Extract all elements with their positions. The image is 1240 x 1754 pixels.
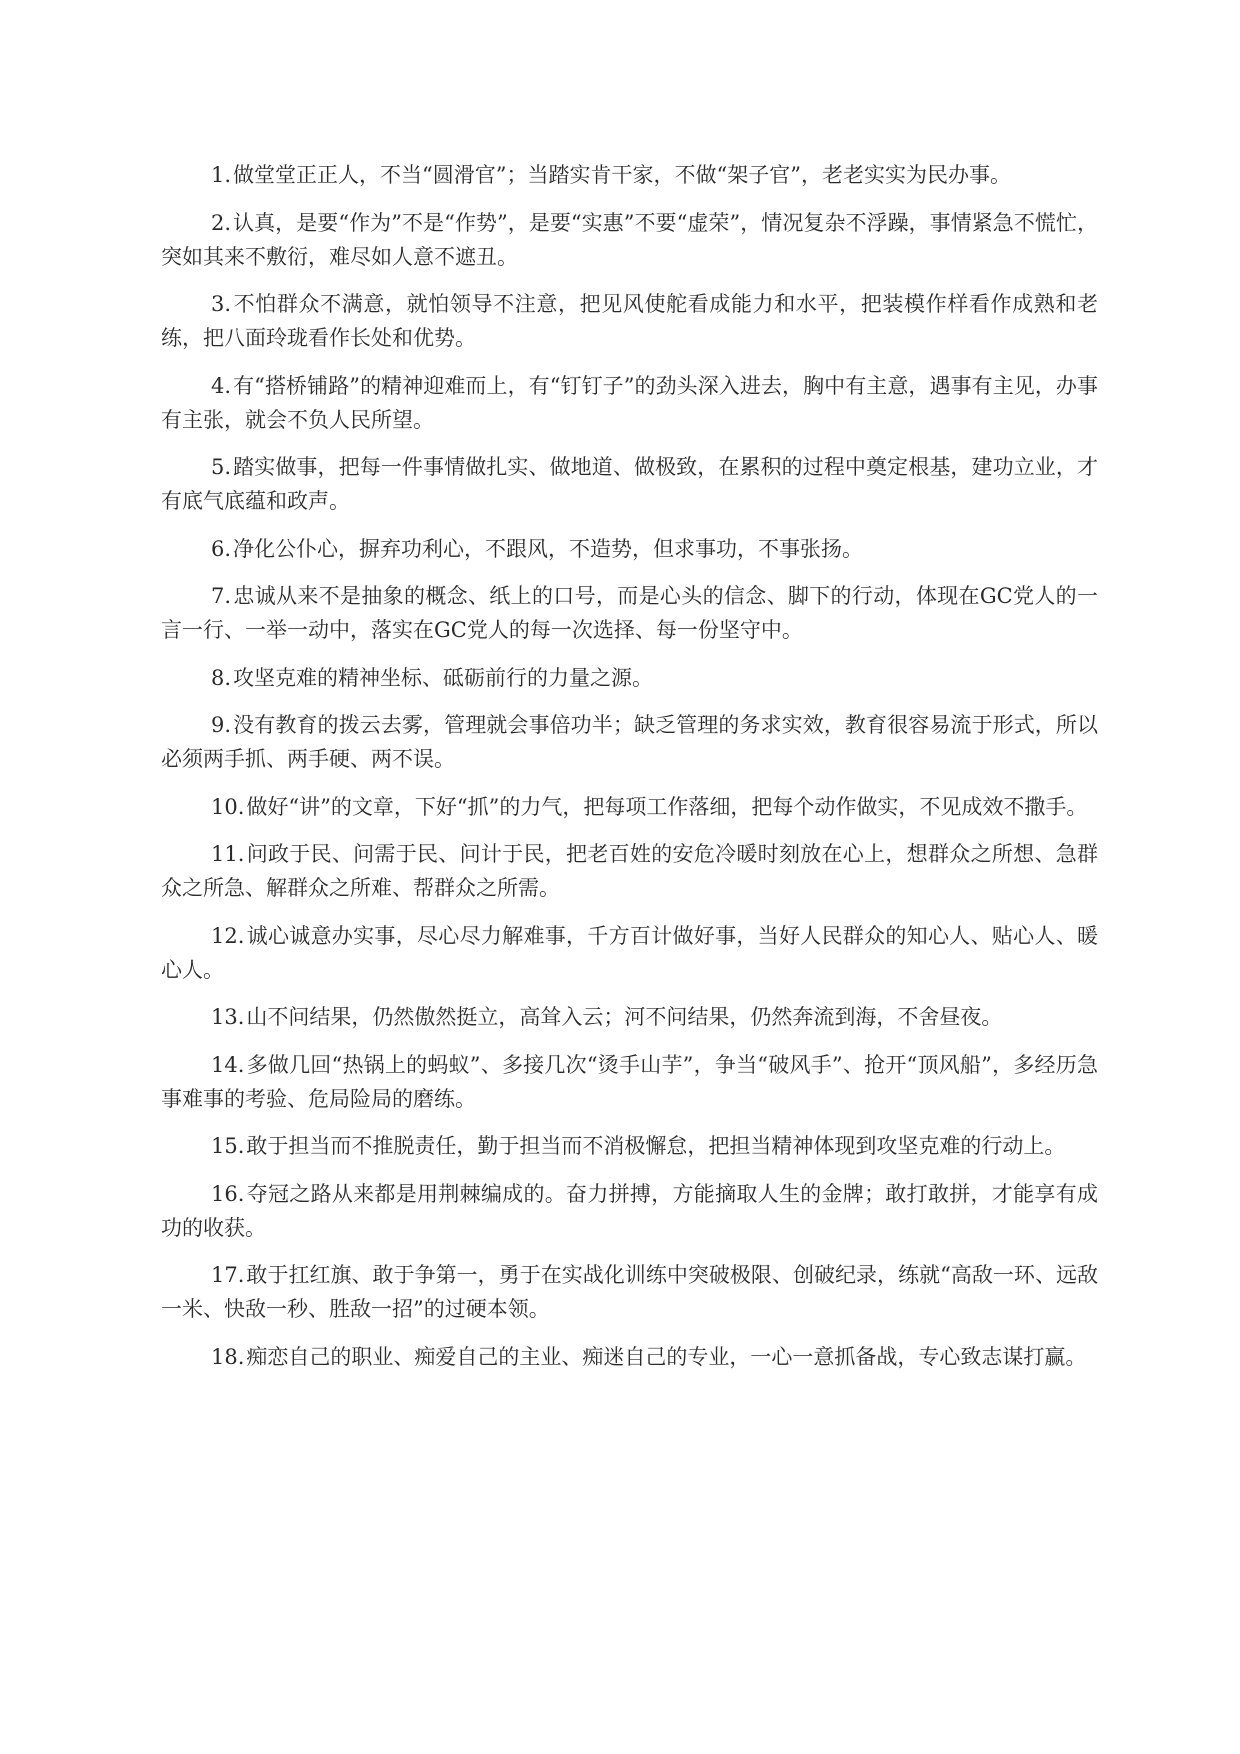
numbered-paragraph xyxy=(161,1048,1098,1116)
paragraph-text: 净化公仆心，摒弃功利心，不跟风，不造势，但求事功，不事张扬。 xyxy=(233,536,864,561)
paragraph-number: 16. xyxy=(211,1181,245,1206)
paragraph-text: 多做几回“热锅上的蚂蚁”、多接几次“烫手山芋”，争当“破风手”、抢开“顶风船”，多经历急事难事的考验、危局险局的磨练。 xyxy=(161,1052,1098,1111)
numbered-paragraph xyxy=(161,661,1098,695)
paragraph-number: 6. xyxy=(211,536,232,561)
paragraph-number: 13. xyxy=(211,1005,245,1029)
numbered-paragraph xyxy=(161,837,1098,905)
paragraph-number: 3. xyxy=(211,292,232,316)
numbered-paragraph xyxy=(161,158,1098,192)
paragraph-number: 4. xyxy=(211,373,232,398)
paragraph-number: 9. xyxy=(211,713,232,737)
numbered-paragraph xyxy=(161,206,1098,274)
paragraph-number: 2. xyxy=(211,210,232,235)
numbered-paragraph xyxy=(161,1340,1098,1374)
numbered-paragraph xyxy=(161,1000,1098,1034)
paragraph-text: 忠诚从来不是抽象的概念、纸上的口号，而是心头的信念、脚下的行动，体现在GC党人的一言一行、一举一动中，落实在GC党人的每一次选择、每一份坚守中。 xyxy=(161,584,1098,642)
paragraph-number: 1. xyxy=(211,163,232,187)
numbered-paragraph xyxy=(161,708,1098,776)
paragraph-text: 夺冠之路从来都是用荆棘编成的。奋力拼搏，方能摘取人生的金牌；敢打敢拼，才能享有成功的收获。 xyxy=(161,1181,1098,1240)
paragraph-number: 11. xyxy=(211,842,245,866)
paragraph-text: 诚心诚意办实事，尽心尽力解难事，千方百计做好事，当好人民群众的知心人、贴心人、暖心人。 xyxy=(161,923,1098,982)
paragraph-text: 痴恋自己的职业、痴爱自己的主业、痴迷自己的专业，一心一意抓备战，专心致志谋打赢。 xyxy=(246,1344,1087,1369)
paragraph-text: 踏实做事，把每一件事情做扎实、做地道、做极致，在累积的过程中奠定根基，建功立业，才有底气底蕴和政声。 xyxy=(161,455,1098,513)
numbered-paragraph xyxy=(161,1258,1098,1326)
paragraph-text: 做好“讲”的文章，下好“抓”的力气，把每项工作落细，把每个动作做实，不见成效不撒手。 xyxy=(246,794,1088,819)
paragraph-text: 不怕群众不满意，就怕领导不注意，把见风使舵看成能力和水平，把装模作样看作成熟和老练，把八面玲珑看作长处和优势。 xyxy=(161,292,1098,350)
paragraph-number: 18. xyxy=(211,1344,245,1369)
paragraph-text: 攻坚克难的精神坐标、砥砺前行的力量之源。 xyxy=(233,665,654,690)
document-page xyxy=(161,158,1098,1387)
paragraph-text: 敢于担当而不推脱责任，勤于担当而不消极懈怠，把担当精神体现到攻坚克难的行动上。 xyxy=(246,1134,1066,1158)
paragraph-number: 12. xyxy=(211,923,245,948)
paragraph-text: 认真，是要“作为”不是“作势”，是要“实惠”不要“虚荣”，情况复杂不浮躁，事情紧急不慌忙，突如其来不敷衍，难尽如人意不遮丑。 xyxy=(161,210,1098,269)
paragraph-text: 山不问结果，仍然傲然挺立，高耸入云；河不问结果，仍然奔流到海，不舍昼夜。 xyxy=(246,1005,1003,1029)
paragraph-text: 做堂堂正正人，不当“圆滑官”；当踏实肯干家，不做“架子官”，老老实实为民办事。 xyxy=(233,163,1011,187)
paragraph-text: 问政于民、问需于民、问计于民，把老百姓的安危冷暖时刻放在心上，想群众之所想、急群众之所急、解群众之所难、帮群众之所需。 xyxy=(161,842,1098,900)
paragraph-number: 14. xyxy=(211,1052,245,1077)
paragraph-number: 15. xyxy=(211,1134,245,1158)
numbered-paragraph xyxy=(161,790,1098,824)
numbered-paragraph xyxy=(161,579,1098,647)
paragraph-number: 8. xyxy=(211,665,232,690)
numbered-paragraph xyxy=(161,532,1098,566)
paragraph-number: 17. xyxy=(211,1263,245,1287)
paragraph-number: 7. xyxy=(211,584,232,608)
paragraph-number: 5. xyxy=(211,455,232,479)
numbered-paragraph xyxy=(161,919,1098,987)
paragraph-text: 没有教育的拨云去雾，管理就会事倍功半；缺乏管理的务求实效，教育很容易流于形式，所以必须两手抓、两手硬、两不误。 xyxy=(161,713,1098,771)
numbered-paragraph xyxy=(161,287,1098,355)
numbered-paragraph xyxy=(161,1177,1098,1245)
numbered-paragraph xyxy=(161,450,1098,518)
paragraph-text: 敢于扛红旗、敢于争第一，勇于在实战化训练中突破极限、创破纪录，练就“高敌一环、远敌一米、快敌一秒、胜敌一招”的过硬本领。 xyxy=(161,1263,1098,1321)
paragraph-number: 10. xyxy=(211,794,245,819)
paragraph-text: 有“搭桥铺路”的精神迎难而上，有“钉钉子”的劲头深入进去，胸中有主意，遇事有主见，办事有主张，就会不负人民所望。 xyxy=(161,373,1098,432)
numbered-paragraph xyxy=(161,369,1098,437)
numbered-paragraph xyxy=(161,1129,1098,1163)
